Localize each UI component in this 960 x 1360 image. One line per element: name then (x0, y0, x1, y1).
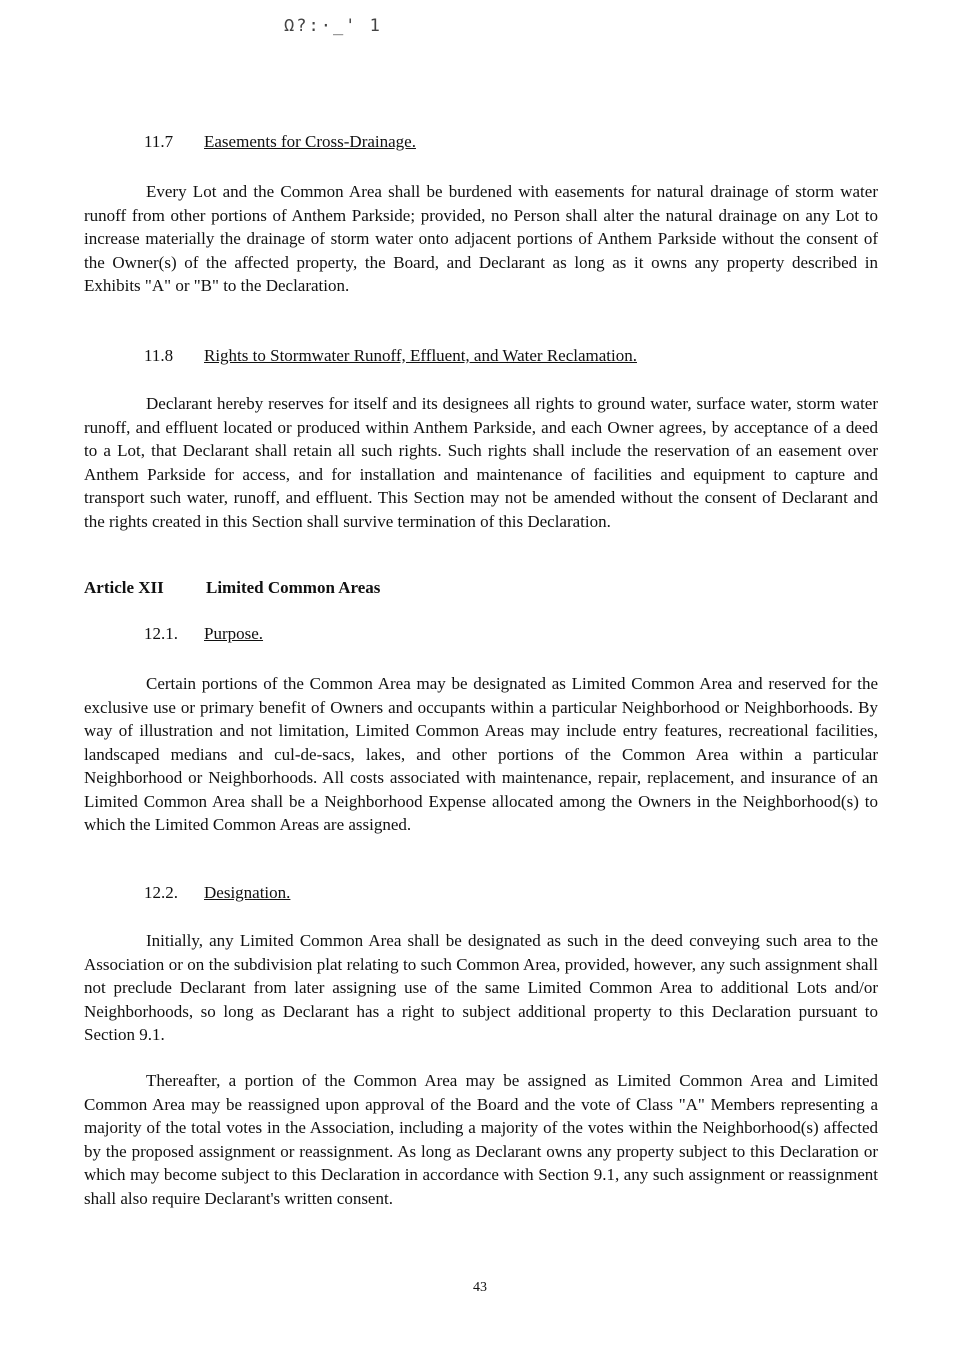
section-title: Purpose. (204, 624, 264, 643)
paragraph-11-8: Declarant hereby reserves for itself and its designees all rights to ground water, surface water, storm water runoff, and effluent located or produced within Anthem Parkside, and each Owner agrees, by acceptance of a deed to a Lot, that Declarant shall retain all such rights. Such rights shall include the reservation of an easement over Anthem Parkside for access, and for installation and maintenance of facilities and equipment to capture and transport such water, runoff, and effluent. This Section may not be amended without the consent of Declarant and the rights created in this Section shall survive termination of this Declaration. (84, 394, 878, 531)
header-mark: Ω?:·_' 1 (284, 16, 382, 36)
section-heading-11-8 (144, 345, 637, 367)
paragraph-11-7: Every Lot and the Common Area shall be burdened with easements for natural drainage of storm water runoff from other portions of Anthem Parkside; provided, no Person shall alter the natural drainage on any Lot to increase materially the drainage of storm water onto adjacent portions of Anthem Parkside without the consent of the Owner(s) of the affected property, the Board, and Declarant as long as it owns any property described in Exhibits "A" or "B" to the Declaration. (84, 182, 878, 295)
paragraph-12-2-b: Thereafter, a portion of the Common Area may be assigned as Limited Common Area and Limited Common Area may be reassigned upon approval of the Board and the vote of Class "A" Members representing a majority of the total votes in the Association, including a majority of the votes within the Neighborhood(s) affected by the proposed assignment or reassignment. As long as Declarant owns any property subject to this Declaration or which may become subject to this Declaration in accordance with Section 9.1, any such assignment or reassignment shall also require Declarant's written consent. (84, 1071, 878, 1208)
section-heading-12-1 (144, 623, 263, 645)
section-number: 12.2. (144, 883, 178, 902)
article-title: Limited Common Areas (206, 578, 381, 597)
paragraph-12-1: Certain portions of the Common Area may be designated as Limited Common Area and reserved for the exclusive use or primary benefit of Owners and occupants within a particular Neighborhood or Neighborhoods. By way of illustration and not limitation, Limited Common Areas may include entry features, recreational facilities, landscaped medians and cul-de-sacs, lakes, and other portions of the Common Area within a particular Neighborhood or Neighborhoods. All costs associated with maintenance, repair, replacement, and insurance of an Limited Common Area shall be a Neighborhood Expense allocated among the Owners in the Neighborhood(s) to which the Limited Common Areas are assigned. (84, 674, 878, 834)
section-number: 12.1. (144, 624, 178, 643)
article-heading-12 (84, 577, 380, 599)
section-number: 11.8 (144, 346, 174, 365)
section-heading-12-2 (144, 882, 290, 904)
section-title: Rights to Stormwater Runoff, Effluent, and Water Reclamation. (204, 346, 637, 365)
section-number: 11.7 (144, 132, 174, 151)
section-title: Designation. (204, 883, 291, 902)
section-heading-11-7 (144, 131, 416, 153)
article-number: Article XII (84, 578, 164, 597)
paragraph-12-2-a: Initially, any Limited Common Area shall be designated as such in the deed conveying such area to the Association or on the subdivision plat relating to such Common Area, provided, however, any such assignment shall not preclude Declarant from later assigning use of the same Limited Common Area to additional Lots and/or Neighborhoods, so long as Declarant has a right to subject additional property to this Declaration pursuant to Section 9.1. (84, 931, 878, 1044)
section-title: Easements for Cross-Drainage. (204, 132, 416, 151)
page-number: 43 (473, 1280, 487, 1295)
